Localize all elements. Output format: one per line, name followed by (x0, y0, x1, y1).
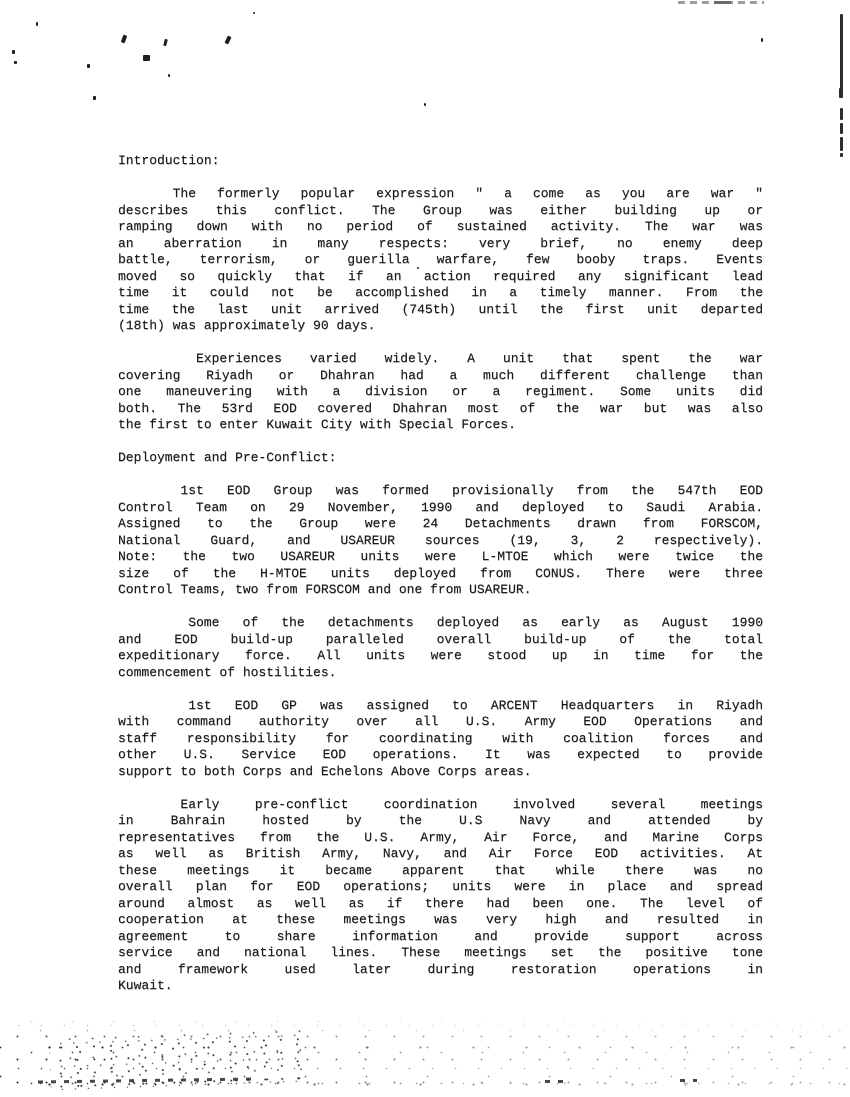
paragraph (118, 483, 763, 599)
scan-smudge-line (545, 1080, 567, 1083)
text-line: covering Riyadh or Dhahran had a much different challenge than (118, 367, 763, 383)
text-line: representatives from the U.S. Army, Air Force, and Marine Corps (118, 829, 763, 845)
text-line: service and national lines. These meetings set the positive tone (118, 945, 763, 960)
ink-speck (424, 103, 426, 106)
text-line: the first to enter Kuwait City with Special Forces. (118, 417, 516, 432)
text-line: time the last unit arrived (745th) until the first unit departed (118, 301, 763, 317)
scan-smudge-line (680, 1079, 697, 1082)
section-heading: Deployment and Pre-Conflict: (118, 450, 337, 465)
text-line: Assigned to the Group were 24 Detachments drawn from FORSCOM, (118, 516, 763, 531)
ink-speck (253, 12, 255, 14)
scan-vertical-line (839, 88, 843, 98)
ink-speck (143, 55, 150, 61)
paragraph-indent (118, 807, 180, 808)
text-line: Experiences varied widely. A unit that spent the war (118, 351, 763, 368)
text-line: staff responsibility for coordinating with coalition forces and (118, 730, 763, 746)
paragraph-indent (118, 196, 173, 197)
text-line: moved so quickly that if an action required any significant lead (118, 268, 763, 284)
text-line: and EOD build-up paralleled overall build-up of the total (118, 631, 763, 647)
scan-vertical-line (840, 153, 843, 157)
paragraph-indent (118, 493, 180, 494)
scan-vertical-line (840, 137, 843, 151)
text-line: cooperation at these meetings was very high and resulted in (118, 912, 763, 927)
text-line: and framework used later during restoration operations in (118, 961, 763, 977)
text-line: Note: the two USAREUR units were L-MTOE which were twice the (118, 549, 763, 564)
ink-speck (168, 74, 170, 77)
ink-speck (14, 61, 17, 64)
text-line: The formerly popular expression " a come as you are war " (118, 186, 763, 203)
text-line: Control Team on 29 November, 1990 and deployed to Saudi Arabia. (118, 499, 763, 515)
text-line: with command authority over all U.S. Army EOD Operations and (118, 714, 763, 729)
paragraph-indent (118, 625, 188, 626)
paragraph (118, 615, 763, 681)
text-line: these meetings it became apparent that while there was no (118, 862, 763, 878)
ink-speck (761, 38, 763, 42)
text-line: ramping down with no period of sustained activity. The war was (118, 219, 763, 234)
paragraph-indent (118, 708, 188, 709)
scan-vertical-line (840, 108, 843, 120)
text-line: 1st EOD GP was assigned to ARCENT Headquarters in Riyadh (118, 698, 763, 715)
text-line: in Bahrain hosted by the U.S Navy and attended by (118, 813, 763, 828)
text-line: size of the H-MTOE units deployed from CONUS. There were three (118, 565, 763, 581)
text-line: an aberration in many respects: very brief, no enemy deep (118, 235, 763, 251)
text-line: Some of the detachments deployed as early as August 1990 (118, 615, 763, 632)
paragraph (118, 797, 763, 995)
ink-speck (87, 64, 90, 68)
ink-speck (163, 39, 168, 47)
paragraph (118, 186, 763, 335)
text-line: describes this conflict. The Group was either building up or (118, 202, 763, 218)
text-line: 1st EOD Group was formed provisionally from the 547th EOD (118, 483, 763, 500)
text-line: Kuwait. (118, 978, 173, 993)
paragraph (118, 698, 763, 781)
text-line: battle, terrorism, or guerilla warfare, few booby traps. Events (118, 252, 763, 267)
text-line: overall plan for EOD operations; units were in place and spread (118, 879, 763, 894)
paragraph-indent (118, 361, 196, 362)
text-line: both. The 53rd EOD covered Dhahran most of the war but was also (118, 400, 763, 416)
text-line: commencement of hostilities. (118, 664, 337, 680)
text-line: expeditionary force. All units were stood up in time for the (118, 648, 763, 663)
ink-speck (417, 267, 419, 269)
ink-speck (93, 96, 96, 100)
scan-vertical-line (840, 123, 843, 134)
scan-edge-dash-dark (714, 1, 731, 4)
ink-speck (121, 35, 127, 44)
text-line: Control Teams, two from FORSCOM and one from USAREUR. (118, 582, 532, 597)
scan-vertical-line (840, 14, 843, 90)
text-line: one maneuvering with a division or a regiment. Some units did (118, 384, 763, 399)
text-line: as well as British Army, Navy, and Air Force EOD activities. At (118, 846, 763, 861)
section-heading: Introduction: (118, 153, 220, 168)
ink-speck (12, 50, 15, 54)
document-text (118, 153, 763, 995)
ink-speck (224, 36, 231, 45)
ink-speck (36, 22, 38, 26)
text-line: agreement to share information and provide support across (118, 928, 763, 944)
text-line: National Guard, and USAREUR sources (19, 3, 2 respectively). (118, 532, 763, 548)
text-line: (18th) was approximately 90 days. (118, 318, 376, 333)
text-line: other U.S. Service EOD operations. It was expected to provide (118, 747, 763, 762)
text-line: time it could not be accomplished in a timely manner. From the (118, 285, 763, 300)
paragraph (118, 351, 763, 434)
text-line: support to both Corps and Echelons Above Corps areas. (118, 763, 532, 779)
text-line: around almost as well as if there had been one. The level of (118, 895, 763, 911)
text-line: Early pre-conflict coordination involved several meetings (118, 797, 763, 814)
